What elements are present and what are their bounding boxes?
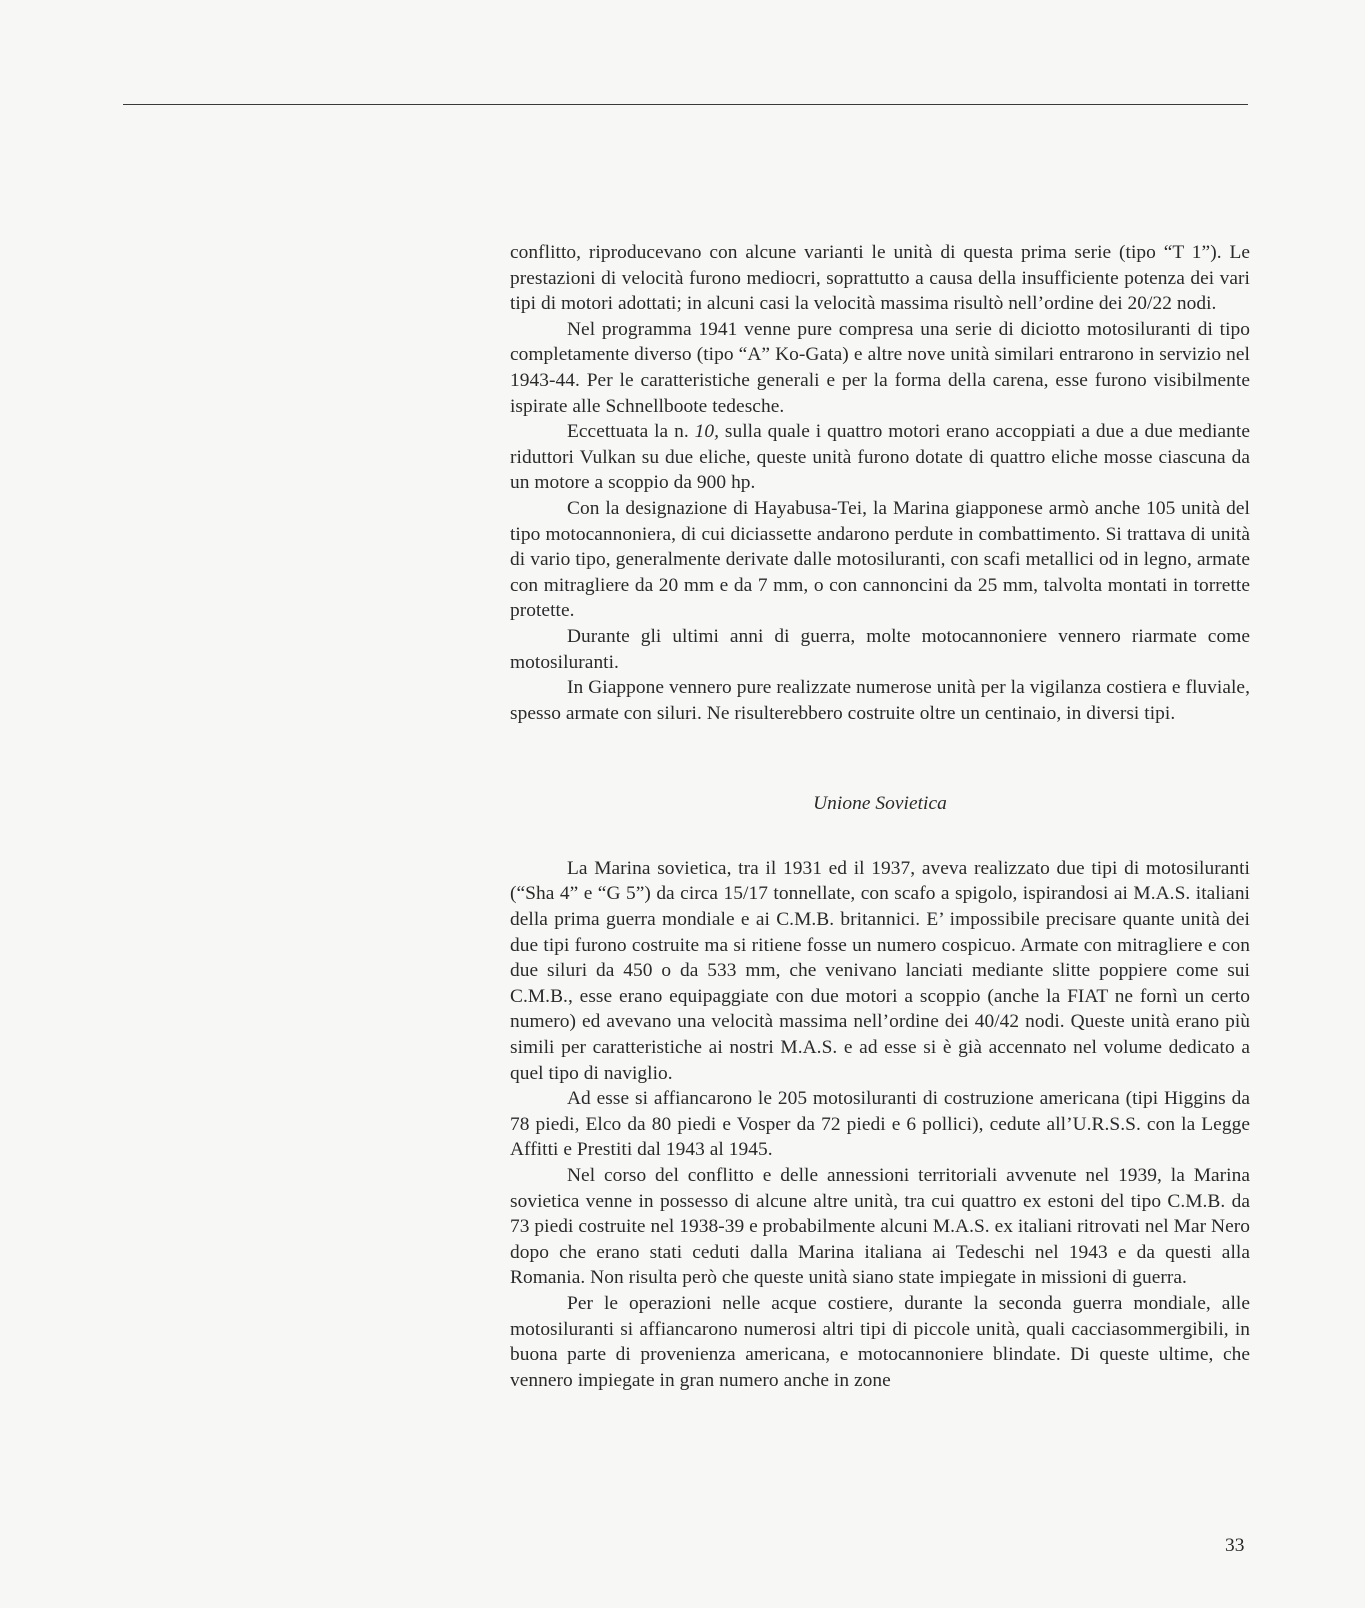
- paragraph: La Marina sovietica, tra il 1931 ed il 1937, aveva realizzato due tipi di motosiluranti (“Sha 4” e “G 5”) da circa 15/17 tonnellate, con scafo a spigolo, ispirandosi ai M.A.S. italiani della prima guerra mondiale e ai C.M.B. britannici. E’ impossibile precisare quante unità dei due tipi furono costruite ma si ritiene fosse un numero cospicuo. Armate con mitragliere e con due siluri da 450 o da 533 mm, che venivano lanciati mediante slitte poppiere come sui C.M.B., esse erano equipaggiate con due motori a scoppio (anche la FIAT ne fornì un certo numero) ed avevano una velocità massima nell’ordine dei 40/42 nodi. Queste unità erano più simili per caratteristiche ai nostri M.A.S. e ad esse si è già accennato nel volume dedicato a quel tipo di naviglio.: [510, 857, 1250, 1084]
- paragraph: Per le operazioni nelle acque costiere, durante la seconda guerra mondiale, alle motosiluranti si affiancarono numerosi altri tipi di piccole unità, quali cacciasommergibili, in buona parte di provenienza americana, e motocannoniere blindate. Di queste ultime, che vennero impiegate in gran numero anche in zone: [510, 1292, 1250, 1391]
- section-heading: Unione Sovietica: [813, 793, 947, 815]
- paragraph: [510, 419, 1250, 496]
- paragraph-text: Eccettuata la n.: [567, 421, 695, 443]
- paragraph: Nel corso del conflitto e delle annessioni territoriali avvenute nel 1939, la Marina sovietica venne in possesso di alcune altre unità, tra cui quattro ex estoni del tipo C.M.B. da 73 piedi costruite nel 1938-39 e probabilmente alcuni M.A.S. ex italiani ritrovati nel Mar Nero dopo che erano stati ceduti dalla Marina italiana ai Tedeschi nel 1943 e da questi alla Romania. Non risulta però che queste unità siano state impiegate in missioni di guerra.: [510, 1165, 1250, 1289]
- header-rule: [123, 104, 1248, 105]
- paragraph: Con la designazione di Hayabusa-Tei, la Marina giapponese armò anche 105 unità del tipo motocannoniera, di cui diciassette andarono perdute in combattimento. Si trattava di unità di vario tipo, generalmente derivate dalle motosiluranti, con scafi metallici od in legno, armate con mitragliere da 20 mm e da 7 mm, o con cannoncini da 25 mm, talvolta montati in torrette protette.: [510, 497, 1250, 622]
- paragraph: Nel programma 1941 venne pure compresa una serie di diciotto motosiluranti di tipo completamente diverso (tipo “A” Ko-Gata) e altre nove unità similari entrarono in servizio nel 1943-44. Per le caratteristiche generali e per la forma della carena, esse furono visibilmente ispirate alle Schnellboote tedesche.: [510, 318, 1250, 417]
- paragraph: In Giappone vennero pure realizzate numerose unità per la vigilanza costiera e fluviale, spesso armate con siluri. Ne risulterebbero costruite oltre un centinaio, in diversi tipi.: [510, 677, 1250, 724]
- paragraph-text: sulla quale i quattro motori erano accoppiati a due a due mediante riduttori Vulkan su due eliche, queste unità furono dotate di quattro eliche mosse ciascuna da un motore a scoppio da 900 hp.: [510, 421, 1250, 494]
- paragraph: Ad esse si affiancarono le 205 motosiluranti di costruzione americana (tipi Higgins da 78 piedi, Elco da 80 piedi e Vosper da 72 piedi e 6 pollici), cedute all’U.R.S.S. con la Legge Affitti e Prestiti dal 1943 al 1945.: [510, 1088, 1250, 1161]
- paragraph: Durante gli ultimi anni di guerra, molte motocannoniere vennero riarmate come motosiluranti.: [510, 625, 1250, 673]
- paragraph: conflitto, riproducevano con alcune varianti le unità di questa prima serie (tipo “T 1”). Le prestazioni di velocità furono mediocri, soprattutto a causa della insufficiente potenza dei vari tipi di motori adottati; in alcuni casi la velocità massima risultò nell’ordine dei 20/22 nodi.: [510, 242, 1250, 315]
- text-column: [510, 240, 1250, 1393]
- page-number: 33: [1225, 1535, 1245, 1556]
- unit-number-italic: 10,: [694, 421, 720, 443]
